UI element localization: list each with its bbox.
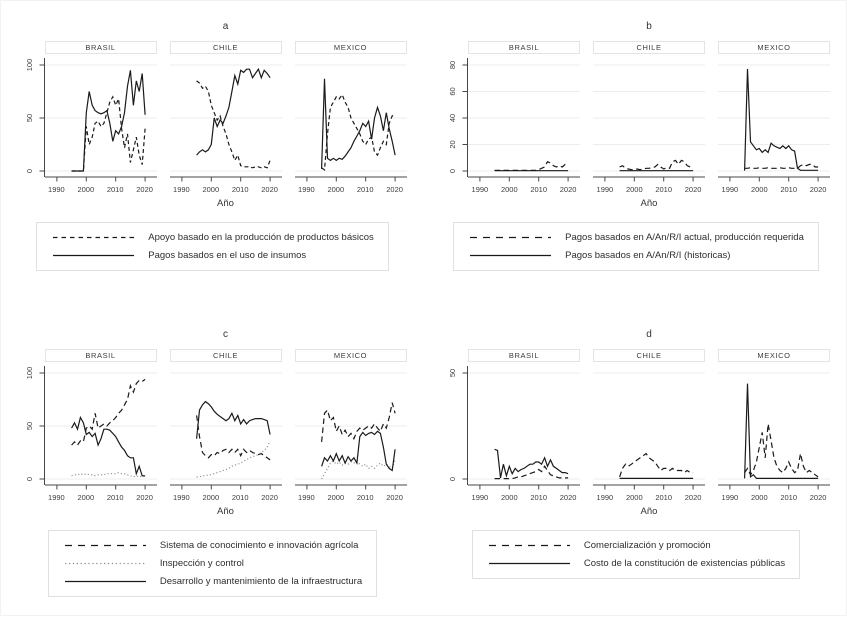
plot-area-mexico — [718, 365, 830, 491]
legend-label: Sistema de conocimiento e innovación agrícola — [159, 540, 359, 551]
subplot-header: BRASIL — [468, 41, 580, 54]
x-tick-labels — [295, 183, 407, 195]
x-tick-label: 2010 — [356, 493, 374, 502]
charts-row — [442, 349, 830, 503]
x-tick-label: 1990 — [721, 185, 739, 194]
subplot-header: BRASIL — [45, 349, 157, 362]
legend-line-sample-dash — [63, 541, 148, 550]
y-tick-label: 100 — [24, 58, 34, 72]
y-axis — [19, 365, 45, 496]
x-tick-label: 1990 — [471, 185, 489, 194]
y-axis — [19, 57, 45, 188]
x-tick-label: 1990 — [48, 493, 65, 502]
y-tick-label: 40 — [447, 113, 457, 123]
charts-row — [19, 349, 407, 503]
x-tick-label: 2000 — [625, 493, 643, 502]
x-tick-label: 2020 — [386, 493, 403, 502]
panel-title-a: a — [222, 21, 229, 32]
subplot-brasil — [468, 41, 580, 195]
plot-area-brasil — [45, 365, 157, 491]
x-tick-label: 1990 — [596, 493, 614, 502]
series-line-dot — [196, 441, 270, 477]
series-line-solid — [71, 70, 145, 171]
x-tick-label: 2010 — [655, 185, 673, 194]
legend-line-sample-short-dash — [51, 233, 136, 242]
x-tick-labels — [718, 183, 830, 195]
x-tick-label: 2020 — [809, 493, 827, 502]
y-axis-svg — [19, 365, 45, 491]
plot-area-brasil — [468, 365, 580, 491]
series-line-dash — [196, 415, 270, 460]
y-tick-label: 0 — [24, 476, 34, 482]
series-line-solid — [321, 79, 395, 169]
subplot-mexico — [295, 349, 407, 503]
x-tick-labels — [295, 491, 407, 503]
subplot-mexico — [718, 41, 830, 195]
charts-row — [19, 41, 407, 195]
x-tick-label: 1990 — [173, 493, 190, 502]
subplot-header: CHILE — [170, 41, 282, 54]
charts-row — [442, 41, 830, 195]
x-tick-label: 1990 — [721, 493, 739, 502]
x-tick-label: 2020 — [136, 493, 153, 502]
y-axis — [442, 365, 468, 496]
y-tick-label: 50 — [24, 421, 34, 431]
legend-label: Desarrollo y mantenimiento de la infraestructura — [159, 576, 363, 587]
x-tick-label: 2010 — [231, 493, 249, 502]
x-tick-label: 2010 — [780, 185, 798, 194]
x-tick-labels — [593, 183, 705, 195]
legend-item — [468, 250, 804, 261]
legend-label: Pagos basados en A/An/R/I (historicas) — [565, 250, 731, 261]
series-line-dash — [620, 454, 694, 477]
y-tick-label: 80 — [447, 60, 457, 70]
x-tick-label: 2020 — [136, 185, 153, 194]
x-tick-labels — [468, 491, 580, 503]
subplot-chile — [170, 349, 282, 503]
x-tick-label: 2020 — [261, 185, 278, 194]
legend-label: Costo de la constitución de existencias públicas — [583, 558, 786, 569]
subplot-mexico — [295, 41, 407, 195]
subplot-brasil — [45, 349, 157, 503]
x-tick-label: 2020 — [559, 185, 577, 194]
series-line-solid — [745, 69, 819, 171]
x-tick-labels — [45, 183, 157, 195]
legend-line-sample-solid — [51, 251, 136, 260]
x-tick-label: 2000 — [750, 493, 768, 502]
x-axis-title: Año — [640, 506, 658, 517]
x-tick-label: 1990 — [298, 185, 315, 194]
x-axis-title: Año — [640, 198, 658, 209]
x-tick-label: 1990 — [596, 185, 614, 194]
y-tick-label: 50 — [24, 113, 34, 123]
y-tick-label: 50 — [447, 368, 457, 378]
x-tick-label: 2020 — [386, 185, 403, 194]
x-axis-title: Año — [217, 198, 234, 209]
x-tick-label: 2000 — [750, 185, 768, 194]
panel-d — [424, 309, 847, 617]
plot-area-chile — [170, 57, 282, 183]
x-tick-label: 2010 — [530, 185, 548, 194]
legend-line-sample-dot — [63, 559, 148, 568]
legend-line-sample-dash — [468, 233, 553, 242]
plot-area-mexico — [295, 57, 407, 183]
x-tick-label: 1990 — [471, 493, 489, 502]
panel-title-d: d — [646, 329, 652, 340]
x-tick-label: 2020 — [809, 185, 827, 194]
plot-area-chile — [170, 365, 282, 491]
legend-d — [472, 530, 800, 579]
x-tick-labels — [593, 491, 705, 503]
plot-area-brasil — [468, 57, 580, 183]
x-tick-label: 2010 — [530, 493, 548, 502]
series-line-dot — [321, 460, 395, 479]
legend-item — [487, 540, 785, 551]
legend-item — [63, 576, 362, 587]
series-line-dot — [71, 473, 145, 477]
x-tick-label: 2000 — [202, 185, 220, 194]
subplot-brasil — [468, 349, 580, 503]
series-line-short-dash — [196, 81, 270, 168]
series-line-dash — [745, 424, 819, 477]
x-tick-label: 2010 — [780, 493, 798, 502]
plot-area-chile — [593, 57, 705, 183]
series-line-short-dash — [71, 97, 145, 171]
legend-label: Inspección y control — [159, 558, 244, 569]
series-line-solid — [196, 69, 270, 155]
y-tick-label: 20 — [447, 140, 457, 149]
legend-item — [51, 250, 374, 261]
panel-b — [424, 1, 847, 309]
series-line-dash — [495, 162, 568, 171]
x-tick-label: 1990 — [298, 493, 315, 502]
x-tick-label: 2020 — [559, 493, 577, 502]
x-tick-label: 2000 — [500, 185, 518, 194]
panel-title-c: c — [223, 329, 228, 340]
x-tick-label: 2020 — [261, 493, 278, 502]
x-tick-labels — [468, 183, 580, 195]
x-tick-label: 2010 — [356, 185, 374, 194]
legend-c — [48, 530, 377, 597]
x-tick-labels — [718, 491, 830, 503]
panel-a — [1, 1, 424, 309]
legend-b — [453, 222, 819, 271]
subplot-header: BRASIL — [468, 349, 580, 362]
y-axis — [442, 57, 468, 188]
y-tick-label: 0 — [447, 476, 457, 482]
series-line-dash — [71, 379, 145, 445]
series-line-solid — [745, 384, 819, 479]
subplot-header: BRASIL — [45, 41, 157, 54]
x-tick-label: 2010 — [106, 185, 124, 194]
x-tick-label: 2000 — [202, 493, 220, 502]
legend-item — [51, 232, 374, 243]
y-tick-label: 0 — [447, 168, 457, 174]
y-tick-label: 0 — [24, 168, 34, 174]
subplot-header: MEXICO — [718, 349, 830, 362]
x-tick-label: 2000 — [77, 493, 95, 502]
panel-c — [1, 309, 424, 617]
legend-label: Pagos basados en A/An/R/I actual, producción requerida — [565, 232, 804, 243]
x-tick-label: 2010 — [106, 493, 124, 502]
legend-a — [36, 222, 389, 271]
legend-line-sample-solid — [468, 251, 553, 260]
legend-line-sample-solid — [487, 559, 572, 568]
x-tick-label: 2000 — [625, 185, 643, 194]
x-tick-labels — [170, 491, 282, 503]
panel-title-b: b — [646, 21, 652, 32]
legend-label: Apoyo basado en la producción de productos básicos — [148, 232, 374, 243]
x-tick-label: 2000 — [77, 185, 95, 194]
x-tick-label: 2000 — [500, 493, 518, 502]
subplot-brasil — [45, 41, 157, 195]
plot-area-brasil — [45, 57, 157, 183]
x-tick-label: 2010 — [231, 185, 249, 194]
series-line-dash — [620, 160, 694, 169]
subplot-header: MEXICO — [295, 41, 407, 54]
y-axis-svg — [442, 57, 468, 183]
series-line-solid — [196, 402, 270, 439]
subplot-chile — [170, 41, 282, 195]
legend-label: Comercialización y promoción — [583, 540, 711, 551]
x-axis-title: Año — [217, 506, 234, 517]
series-line-solid — [321, 431, 395, 470]
subplot-chile — [593, 349, 705, 503]
series-line-dash — [321, 403, 395, 442]
legend-item — [63, 558, 362, 569]
series-line-dash — [745, 164, 819, 168]
subplot-header: CHILE — [593, 41, 705, 54]
legend-line-sample-dash — [487, 541, 572, 550]
x-tick-label: 2020 — [684, 493, 702, 502]
y-axis-svg — [19, 57, 45, 183]
plot-area-chile — [593, 365, 705, 491]
y-tick-label: 60 — [447, 87, 457, 96]
legend-item — [468, 232, 804, 243]
x-tick-label: 1990 — [48, 185, 65, 194]
x-tick-label: 2020 — [684, 185, 702, 194]
x-tick-label: 1990 — [173, 185, 190, 194]
legend-item — [487, 558, 785, 569]
x-tick-labels — [170, 183, 282, 195]
x-tick-label: 2010 — [655, 493, 673, 502]
subplot-chile — [593, 41, 705, 195]
legend-line-sample-solid — [63, 577, 148, 586]
subplot-header: CHILE — [170, 349, 282, 362]
y-tick-label: 100 — [24, 366, 34, 380]
plot-area-mexico — [718, 57, 830, 183]
legend-item — [63, 540, 362, 551]
subplot-mexico — [718, 349, 830, 503]
subplot-header: MEXICO — [718, 41, 830, 54]
y-axis-svg — [442, 365, 468, 491]
x-tick-label: 2000 — [327, 185, 345, 194]
x-tick-label: 2000 — [327, 493, 345, 502]
x-tick-labels — [45, 491, 157, 503]
plot-area-mexico — [295, 365, 407, 491]
subplot-header: MEXICO — [295, 349, 407, 362]
legend-label: Pagos basados en el uso de insumos — [148, 250, 307, 261]
subplot-header: CHILE — [593, 349, 705, 362]
